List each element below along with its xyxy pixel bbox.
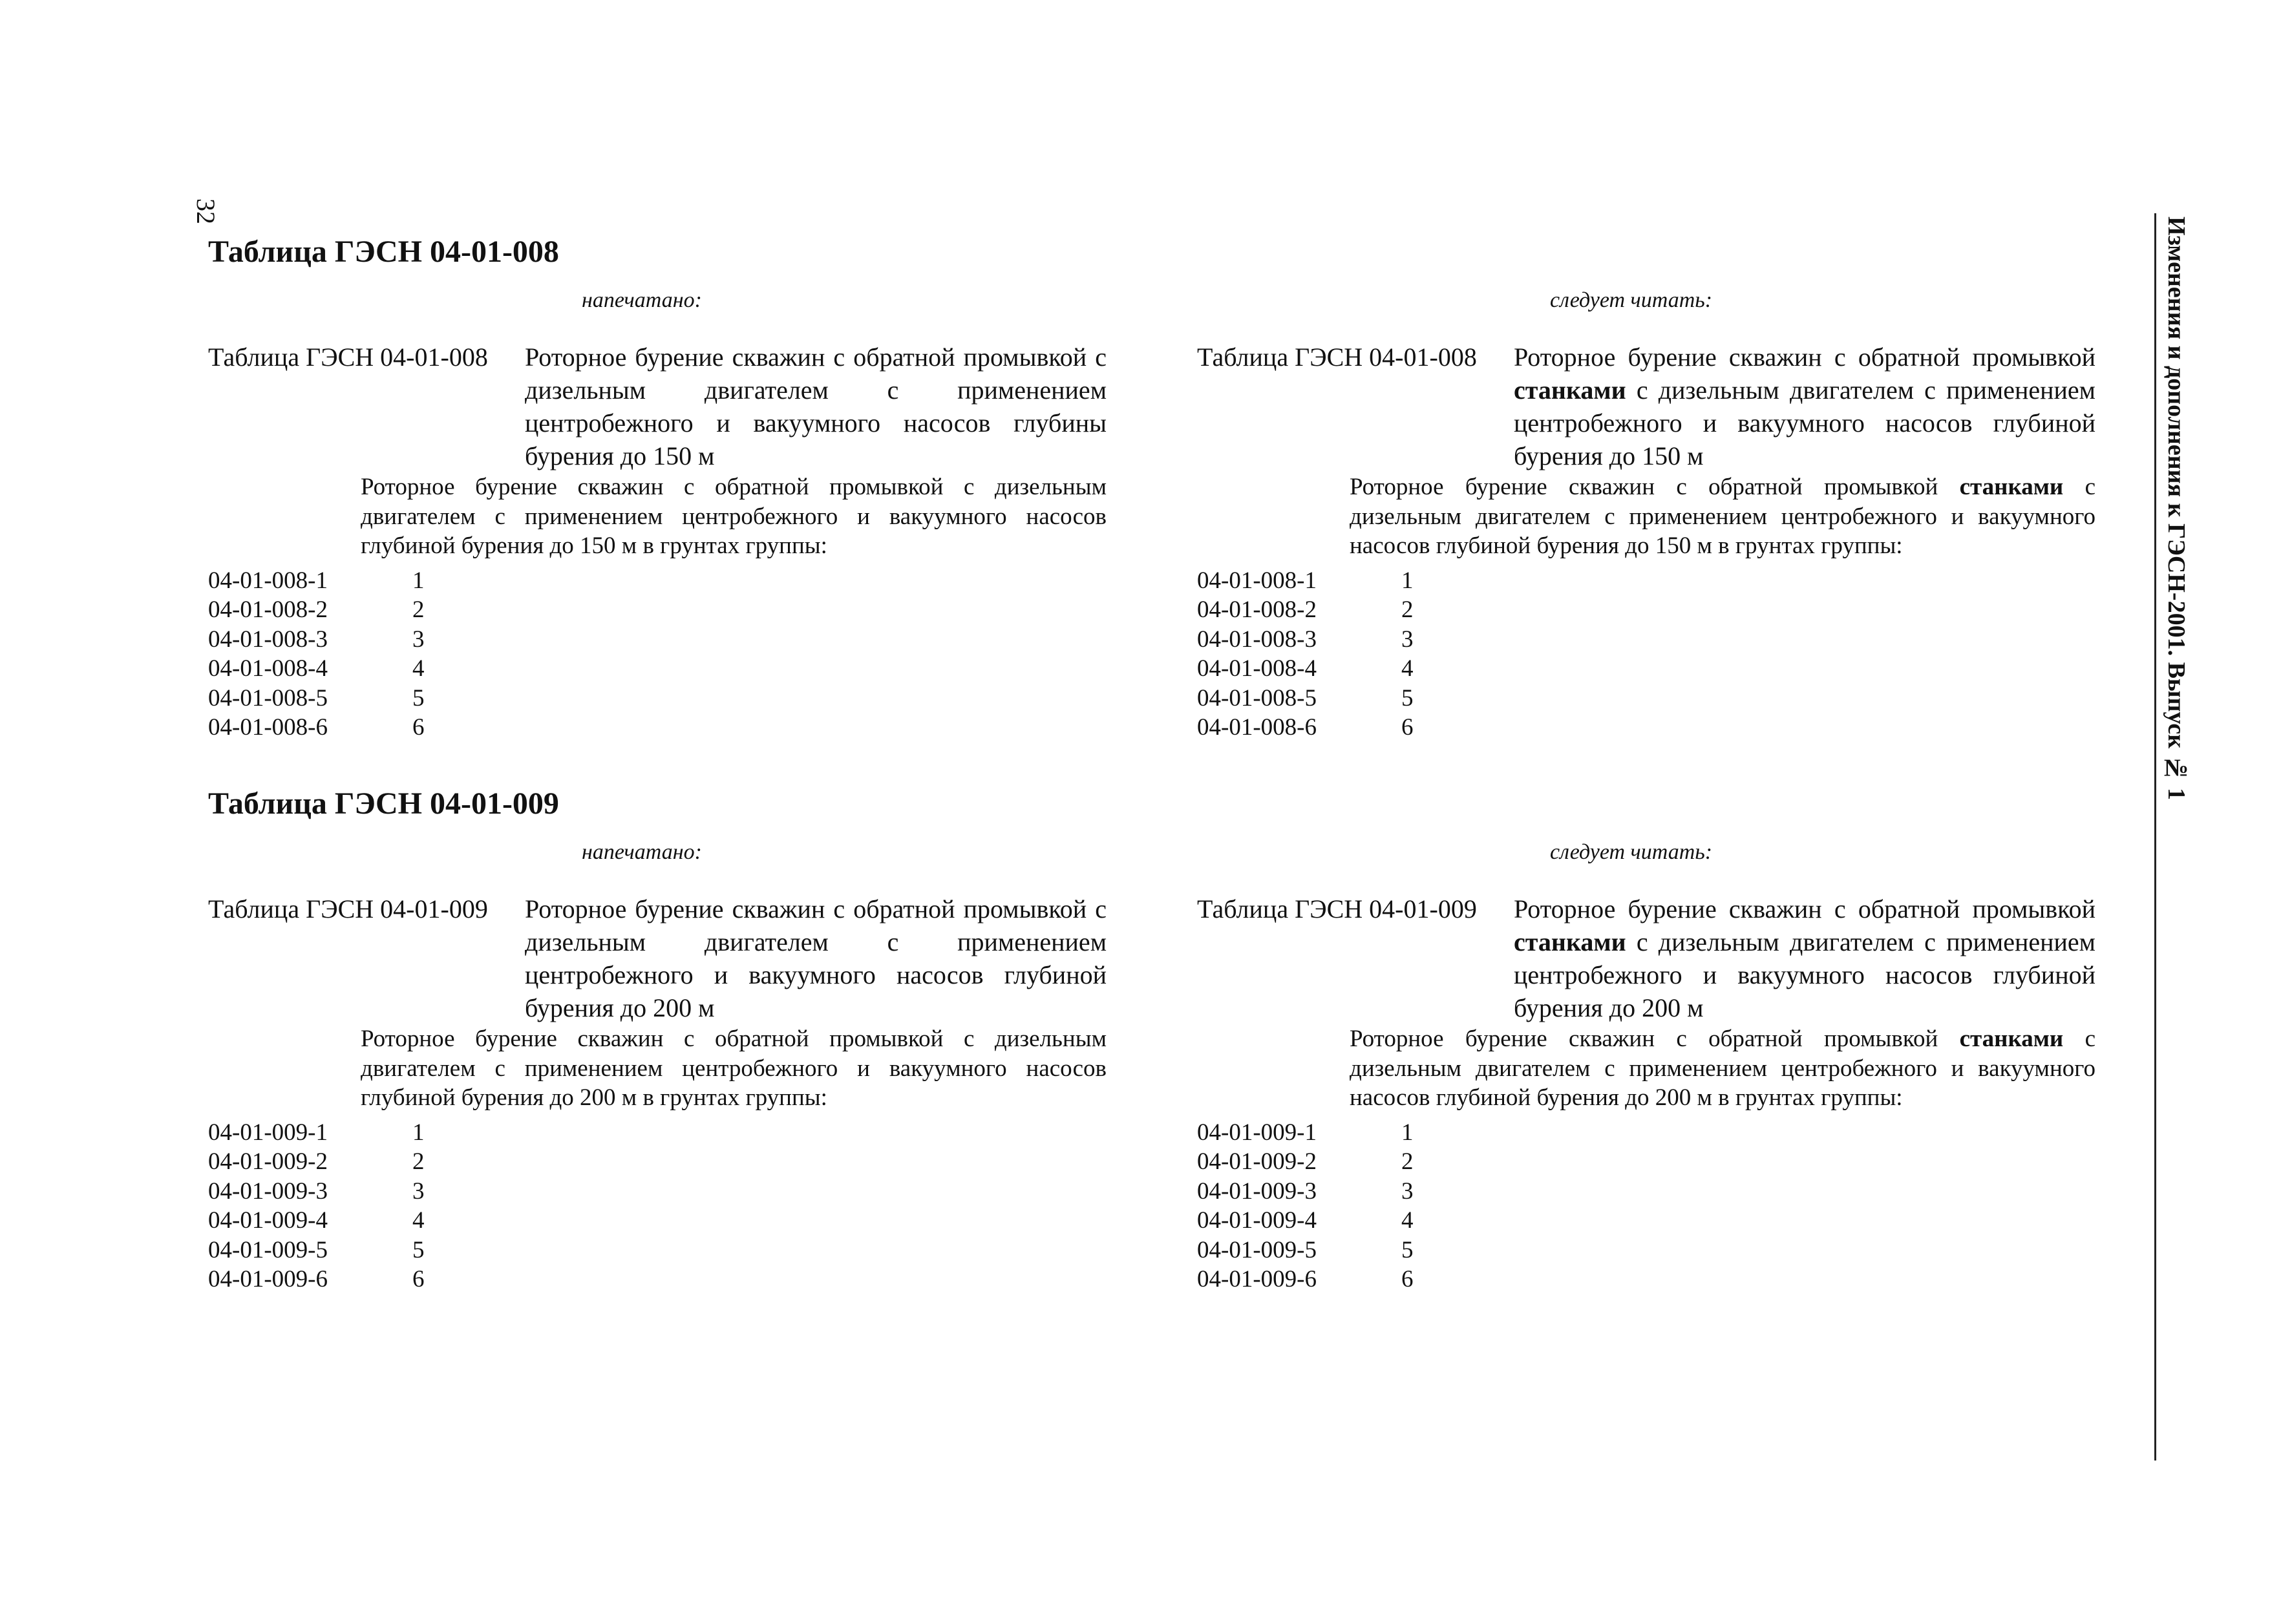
norm-code: 04-01-009-2 (208, 1148, 328, 1175)
description-text: с дизельным двигателем с применением центробежного и вакуумного насосов глубиной бурения до 150 м (1514, 375, 2095, 470)
norm-code: 04-01-008-3 (208, 626, 328, 653)
soil-group: 4 (412, 655, 425, 682)
norm-row (208, 1177, 1107, 1207)
norm-code: 04-01-009-3 (208, 1177, 328, 1205)
soil-group: 2 (412, 1148, 425, 1175)
section-title-009: Таблица ГЭСН 04-01-009 (208, 786, 559, 821)
norm-row (1197, 1147, 2095, 1177)
soil-group: 5 (1401, 684, 1414, 712)
norm-code: 04-01-008-6 (208, 714, 328, 741)
norm-code: 04-01-008-6 (1197, 714, 1317, 741)
soil-group: 6 (412, 1266, 425, 1292)
table-intro: Роторное бурение скважин с обратной промывкой с дизельным двигателем с применением центробежного и вакуумного насосов глубиной бурения до 150 м в грунтах группы: (361, 474, 1107, 559)
norm-row (1197, 1265, 2095, 1294)
corrected-label-009: следует читать: (1550, 840, 1713, 864)
table-heading-description: Роторное бурение скважин с обратной промывкой с дизельным двигателем с применением центробежного и вакуумного насосов глубиной бурения до 200 м (525, 894, 1107, 1022)
table-heading-label: Таблица ГЭСН 04-01-009 (1197, 894, 1477, 923)
emphasis-text: станками (1959, 1026, 2064, 1052)
table-intro (1350, 472, 2095, 561)
table-heading (1197, 892, 2095, 1024)
table-heading (1197, 341, 2095, 472)
running-header: Изменения и дополнения к ГЭСН-2001. Выпуск № 1 (2163, 216, 2190, 801)
soil-group: 1 (1401, 1119, 1414, 1146)
norm-row (208, 1265, 1107, 1294)
soil-group: 1 (1401, 567, 1414, 594)
norm-row (208, 1147, 1107, 1177)
emphasis-text: станками (1959, 474, 2064, 500)
norm-row (208, 684, 1107, 713)
norm-row (1197, 595, 2095, 625)
norm-code: 04-01-009-6 (208, 1266, 328, 1292)
soil-group: 1 (412, 567, 425, 594)
intro-text: Роторное бурение скважин с обратной промывкой (1350, 474, 1960, 500)
printed-block-008 (208, 341, 1107, 743)
table-heading (208, 892, 1107, 1024)
norm-row (208, 1236, 1107, 1265)
soil-group: 3 (1401, 1177, 1414, 1205)
emphasis-text: станками (1514, 375, 1626, 405)
norm-rows (208, 566, 1107, 743)
norm-row (1197, 1206, 2095, 1236)
norm-code: 04-01-009-4 (1197, 1207, 1317, 1234)
emphasis-text: станками (1514, 927, 1626, 956)
norm-rows (1197, 566, 2095, 743)
norm-row (1197, 654, 2095, 684)
norm-code: 04-01-008-5 (208, 684, 328, 712)
table-heading-label: Таблица ГЭСН 04-01-008 (1197, 343, 1477, 372)
description-text: с дизельным двигателем с применением центробежного и вакуумного насосов глубиной бурения до 200 м (1514, 927, 2095, 1022)
norm-row (1197, 1236, 2095, 1265)
norm-code: 04-01-009-6 (1197, 1266, 1317, 1292)
page-number: 32 (191, 198, 220, 224)
table-heading-label: Таблица ГЭСН 04-01-009 (208, 894, 488, 923)
soil-group: 2 (1401, 1148, 1414, 1175)
soil-group: 3 (412, 1177, 425, 1205)
soil-group: 3 (1401, 626, 1414, 653)
table-heading (208, 341, 1107, 472)
soil-group: 5 (412, 1236, 425, 1263)
soil-group: 3 (412, 626, 425, 653)
printed-label-009: напечатано: (582, 840, 702, 864)
norm-rows (208, 1118, 1107, 1294)
norm-code: 04-01-009-2 (1197, 1148, 1317, 1175)
soil-group: 6 (412, 714, 425, 741)
norm-code: 04-01-008-4 (1197, 655, 1317, 682)
intro-text: с дизельным двигателем с применением центробежного и вакуумного насосов глубиной бурения до 200 м в грунтах группы: (1350, 1026, 2095, 1111)
norm-code: 04-01-008-3 (1197, 626, 1317, 653)
norm-row (208, 566, 1107, 596)
soil-group: 6 (1401, 714, 1414, 741)
soil-group: 2 (412, 596, 425, 623)
table-heading-label: Таблица ГЭСН 04-01-008 (208, 343, 488, 372)
printed-block-009 (208, 892, 1107, 1294)
soil-group: 5 (1401, 1236, 1414, 1263)
norm-row (208, 654, 1107, 684)
section-title-008: Таблица ГЭСН 04-01-008 (208, 235, 559, 269)
norm-code: 04-01-009-1 (1197, 1119, 1317, 1146)
norm-row (208, 625, 1107, 655)
norm-code: 04-01-008-1 (208, 567, 328, 594)
norm-row (1197, 713, 2095, 743)
norm-row (208, 1206, 1107, 1236)
norm-row (1197, 625, 2095, 655)
table-heading-description (1514, 341, 2095, 472)
norm-code: 04-01-009-1 (208, 1119, 328, 1146)
norm-code: 04-01-009-4 (208, 1207, 328, 1234)
norm-row (1197, 1118, 2095, 1148)
norm-code: 04-01-009-3 (1197, 1177, 1317, 1205)
description-text: Роторное бурение скважин с обратной промывкой (1514, 343, 2095, 372)
soil-group: 6 (1401, 1266, 1414, 1292)
soil-group: 1 (412, 1119, 425, 1146)
soil-group: 4 (1401, 1207, 1414, 1234)
table-heading-description: Роторное бурение скважин с обратной промывкой с дизельным двигателем с применением центробежного и вакуумного насосов глубины бурения до 150 м (525, 343, 1107, 470)
norm-row (1197, 566, 2095, 596)
norm-code: 04-01-008-1 (1197, 567, 1317, 594)
soil-group: 4 (412, 1207, 425, 1234)
running-header-rule (2154, 213, 2156, 1461)
corrected-label-008: следует читать: (1550, 288, 1713, 312)
soil-group: 2 (1401, 596, 1414, 623)
intro-text: с дизельным двигателем с применением центробежного и вакуумного насосов глубиной бурения до 150 м в грунтах группы: (1350, 474, 2095, 559)
norm-row (208, 595, 1107, 625)
norm-row (208, 713, 1107, 743)
soil-group: 5 (412, 684, 425, 712)
norm-code: 04-01-009-5 (208, 1236, 328, 1263)
norm-row (208, 1118, 1107, 1148)
printed-label-008: напечатано: (582, 288, 702, 312)
norm-row (1197, 1177, 2095, 1207)
table-intro (1350, 1024, 2095, 1113)
norm-code: 04-01-008-2 (208, 596, 328, 623)
intro-text: Роторное бурение скважин с обратной промывкой (1350, 1026, 1960, 1052)
norm-code: 04-01-009-5 (1197, 1236, 1317, 1263)
norm-code: 04-01-008-2 (1197, 596, 1317, 623)
norm-row (1197, 684, 2095, 713)
norm-code: 04-01-008-5 (1197, 684, 1317, 712)
table-heading-description (1514, 892, 2095, 1024)
description-text: Роторное бурение скважин с обратной промывкой (1514, 894, 2095, 923)
norm-rows (1197, 1118, 2095, 1294)
corrected-block-008 (1197, 341, 2095, 743)
corrected-block-009 (1197, 892, 2095, 1294)
table-intro: Роторное бурение скважин с обратной промывкой с дизельным двигателем с применением центробежного и вакуумного насосов глубиной бурения до 200 м в грунтах группы: (361, 1026, 1107, 1111)
soil-group: 4 (1401, 655, 1414, 682)
norm-code: 04-01-008-4 (208, 655, 328, 682)
